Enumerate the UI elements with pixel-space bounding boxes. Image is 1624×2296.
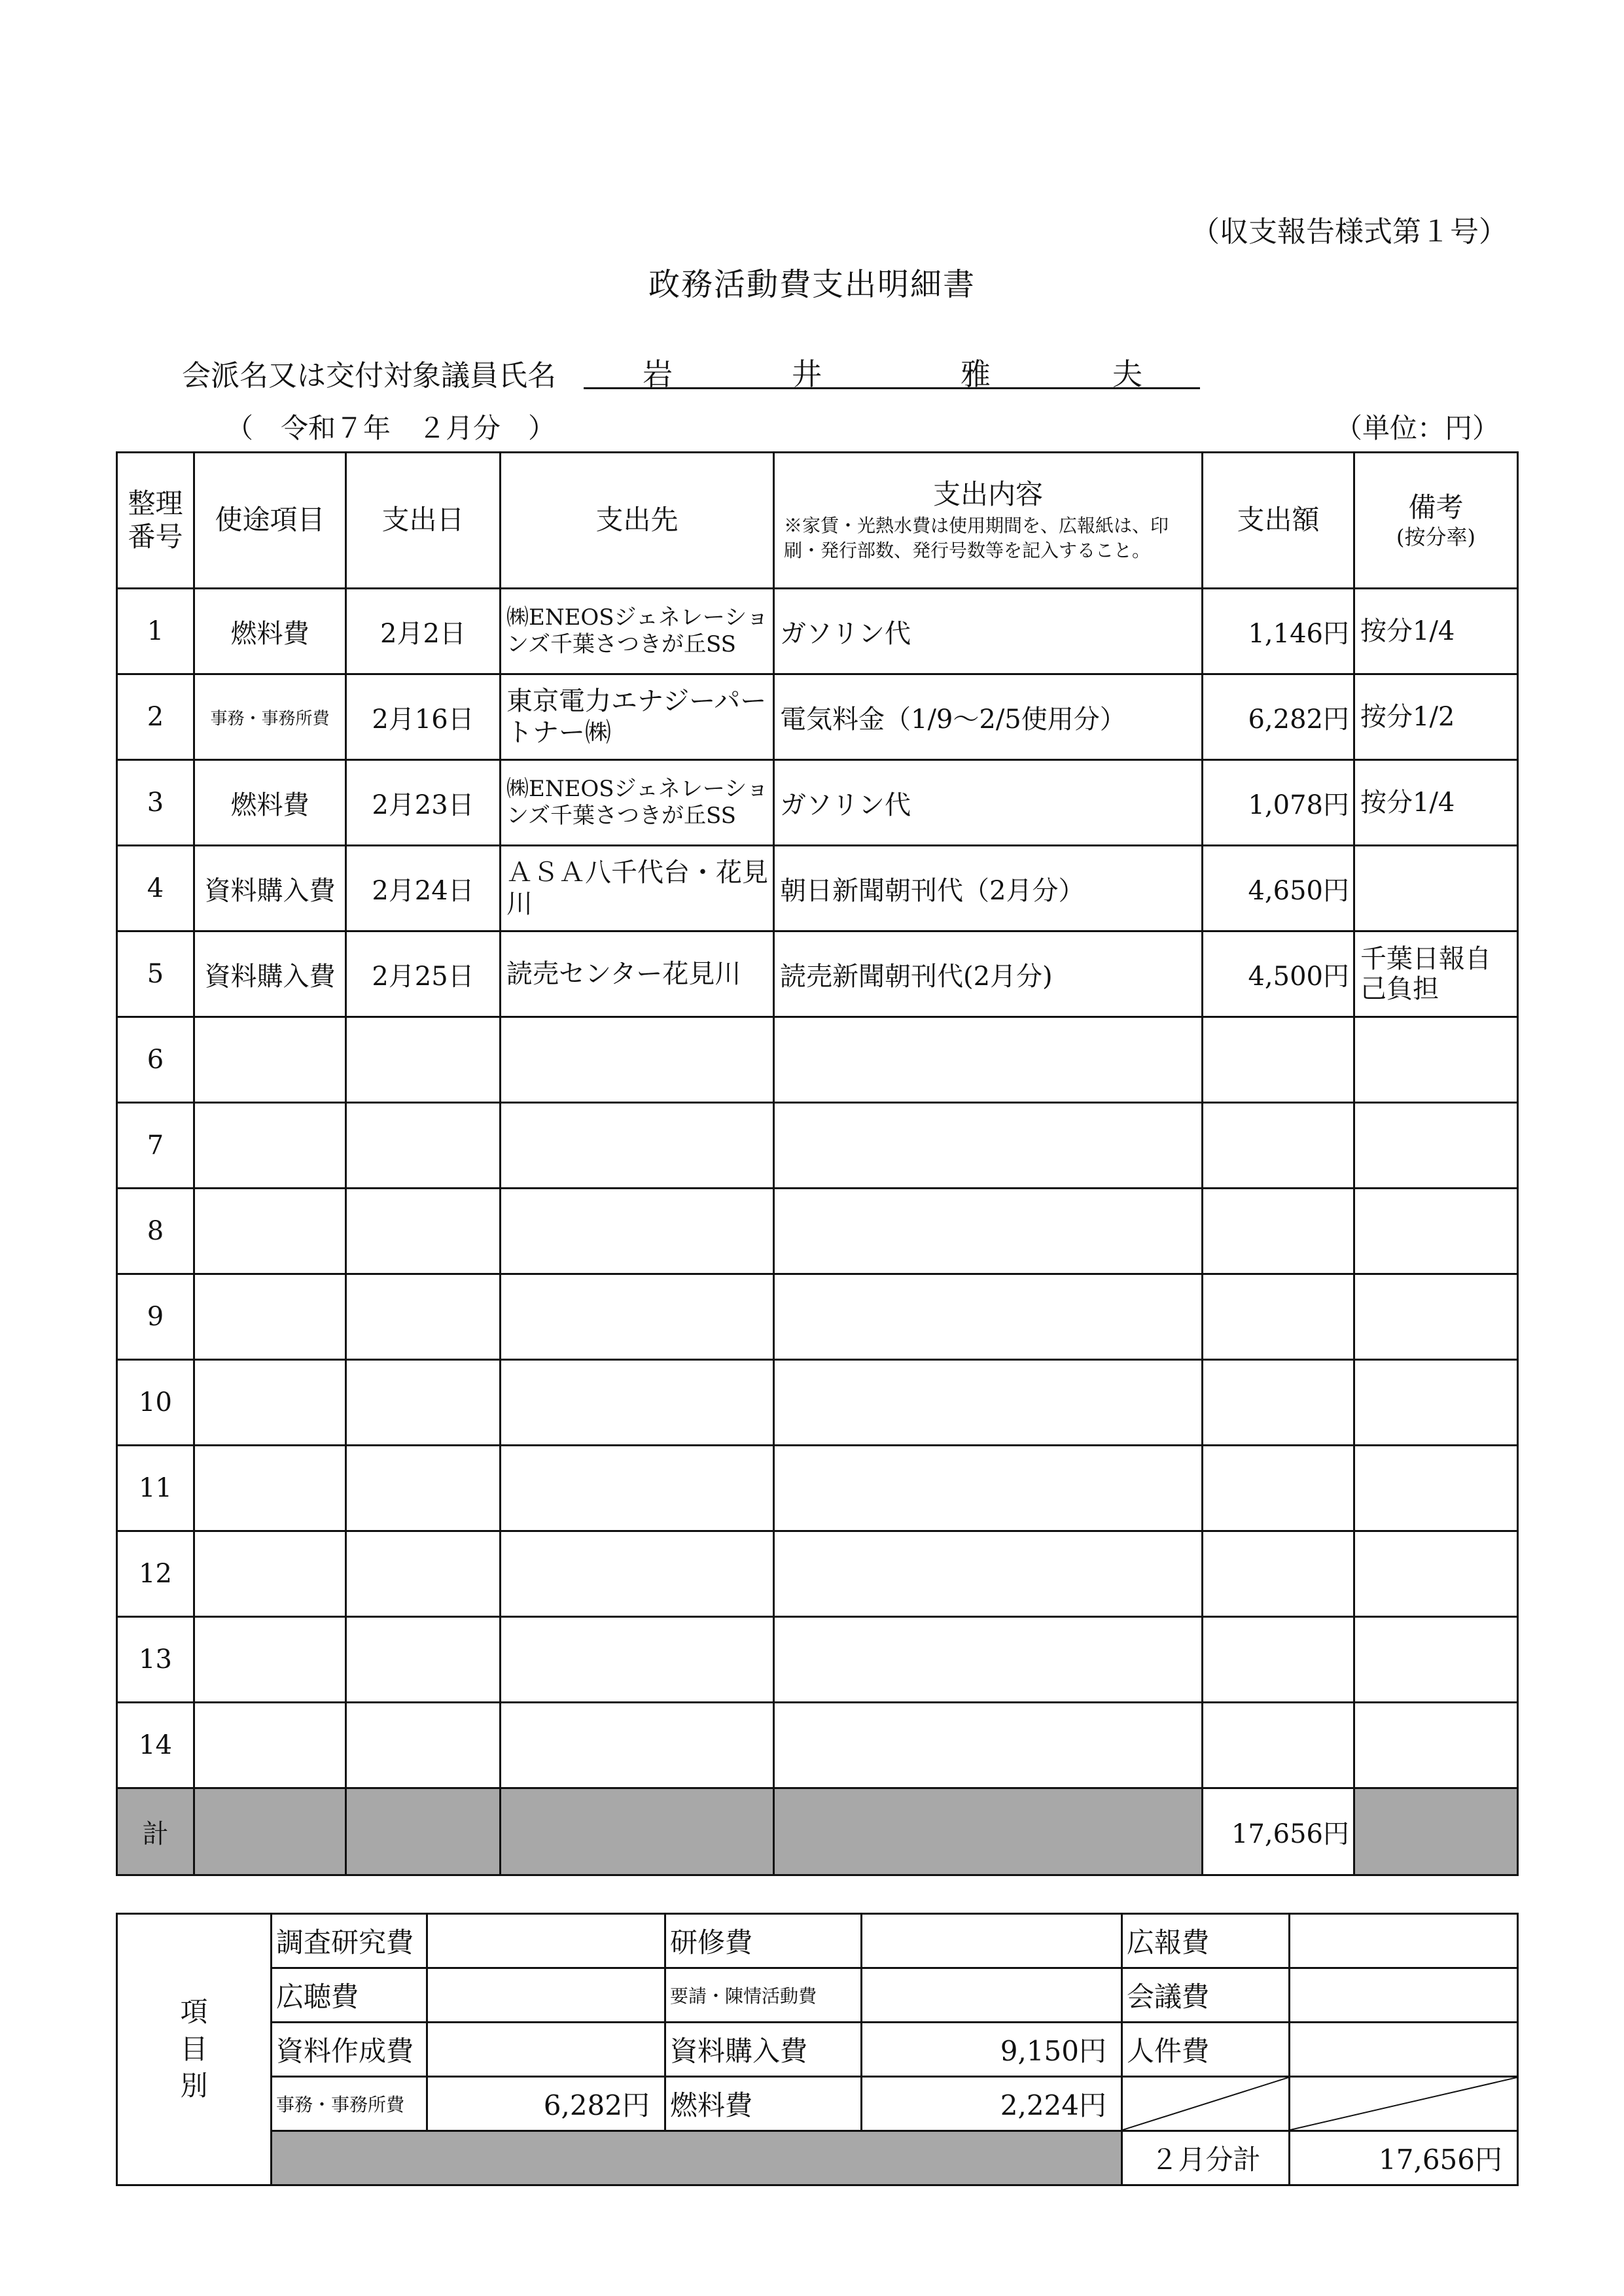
row-payee: ㈱ENEOSジェネレーションズ千葉さつきが丘SS xyxy=(501,760,774,846)
summary-total-row xyxy=(117,2131,1518,2185)
row-content xyxy=(774,1103,1203,1189)
row-amount xyxy=(1203,1446,1354,1531)
row-payee: 読売センター花見川 xyxy=(501,931,774,1017)
row-no: 10 xyxy=(117,1360,194,1446)
summary-row xyxy=(117,2023,1518,2077)
total-amount: 17,656円 xyxy=(1203,1788,1354,1875)
header-content-label: 支出内容 xyxy=(932,478,1043,510)
summary-row xyxy=(117,1968,1518,2023)
row-date xyxy=(346,1446,501,1531)
summary-material-buy-amount: 9,150円 xyxy=(862,2023,1122,2077)
summary-month-total-label: ２月分計 xyxy=(1122,2131,1290,2185)
total-empty-cell xyxy=(194,1788,346,1875)
row-payee xyxy=(501,1017,774,1103)
table-row xyxy=(117,760,1518,846)
summary-material-buy-label: 資料購入費 xyxy=(665,2023,862,2077)
row-content: ガソリン代 xyxy=(774,760,1203,846)
table-row xyxy=(117,1446,1518,1531)
row-use xyxy=(194,1274,346,1360)
row-use xyxy=(194,1703,346,1788)
row-remarks: 按分1/2 xyxy=(1354,674,1518,760)
total-empty-cell xyxy=(774,1788,1203,1875)
page-title: 政務活動費支出明細書 xyxy=(648,266,976,303)
row-amount xyxy=(1203,1189,1354,1274)
row-date xyxy=(346,1017,501,1103)
row-remarks xyxy=(1354,1360,1518,1446)
row-date xyxy=(346,1103,501,1189)
row-no: 4 xyxy=(117,846,194,931)
row-date: 2月16日 xyxy=(346,674,501,760)
table-row xyxy=(117,846,1518,931)
row-content xyxy=(774,1017,1203,1103)
row-no: 13 xyxy=(117,1617,194,1703)
row-no: 14 xyxy=(117,1703,194,1788)
row-remarks xyxy=(1354,1103,1518,1189)
row-use: 資料購入費 xyxy=(194,846,346,931)
row-date xyxy=(346,1274,501,1360)
table-row xyxy=(117,1703,1518,1788)
row-remarks: 按分1/4 xyxy=(1354,589,1518,674)
row-amount: 1,078円 xyxy=(1203,760,1354,846)
summary-row xyxy=(117,2077,1518,2131)
table-row xyxy=(117,1274,1518,1360)
row-date xyxy=(346,1703,501,1788)
row-remarks xyxy=(1354,1703,1518,1788)
total-row xyxy=(117,1788,1518,1875)
row-payee xyxy=(501,1531,774,1617)
row-use xyxy=(194,1446,346,1531)
row-amount xyxy=(1203,1103,1354,1189)
table-row xyxy=(117,1017,1518,1103)
table-row xyxy=(117,931,1518,1017)
row-payee xyxy=(501,1617,774,1703)
row-remarks xyxy=(1354,1017,1518,1103)
row-remarks xyxy=(1354,1274,1518,1360)
summary-research-label: 調査研究費 xyxy=(272,1914,427,1968)
table-row xyxy=(117,1531,1518,1617)
row-payee xyxy=(501,1103,774,1189)
row-content: ガソリン代 xyxy=(774,589,1203,674)
diagonal-slash xyxy=(1290,2078,1517,2130)
member-name-char: 雅 xyxy=(961,357,991,392)
table-row xyxy=(117,1189,1518,1274)
summary-personnel-label: 人件費 xyxy=(1122,2023,1290,2077)
table-row xyxy=(117,674,1518,760)
row-use xyxy=(194,1103,346,1189)
summary-material-make-label: 資料作成費 xyxy=(272,2023,427,2077)
row-use xyxy=(194,1531,346,1617)
row-remarks: 按分1/4 xyxy=(1354,760,1518,846)
row-no: 5 xyxy=(117,931,194,1017)
row-payee xyxy=(501,1703,774,1788)
summary-petition-label: 要請・陳情活動費 xyxy=(665,1968,862,2023)
row-payee xyxy=(501,1360,774,1446)
row-use: 事務・事務所費 xyxy=(194,674,346,760)
row-content: 電気料金（1/9～2/5使用分） xyxy=(774,674,1203,760)
row-use xyxy=(194,1189,346,1274)
row-date: 2月24日 xyxy=(346,846,501,931)
row-payee xyxy=(501,1446,774,1531)
category-summary-table xyxy=(116,1913,1519,2186)
row-amount xyxy=(1203,1017,1354,1103)
row-remarks xyxy=(1354,1189,1518,1274)
diagonal-slash xyxy=(1123,2078,1288,2130)
row-use: 資料購入費 xyxy=(194,931,346,1017)
unit-label: （単位：円） xyxy=(1335,412,1500,444)
row-amount: 6,282円 xyxy=(1203,674,1354,760)
header-date: 支出日 xyxy=(346,453,501,589)
summary-pr-amount xyxy=(1290,1914,1518,1968)
summary-month-total-amount: 17,656円 xyxy=(1290,2131,1518,2185)
summary-slashed-cell xyxy=(1122,2077,1290,2131)
total-empty-cell xyxy=(501,1788,774,1875)
row-use: 燃料費 xyxy=(194,589,346,674)
row-amount xyxy=(1203,1531,1354,1617)
summary-slashed-cell xyxy=(1290,2077,1518,2131)
row-date xyxy=(346,1189,501,1274)
row-content xyxy=(774,1446,1203,1531)
row-no: 11 xyxy=(117,1446,194,1531)
header-payee: 支出先 xyxy=(501,453,774,589)
total-empty-cell xyxy=(1354,1788,1518,1875)
row-content xyxy=(774,1274,1203,1360)
row-no: 7 xyxy=(117,1103,194,1189)
row-no: 8 xyxy=(117,1189,194,1274)
summary-hearing-label: 広聴費 xyxy=(272,1968,427,2023)
row-remarks xyxy=(1354,846,1518,931)
row-content xyxy=(774,1189,1203,1274)
summary-office-label: 事務・事務所費 xyxy=(272,2077,427,2131)
row-use: 燃料費 xyxy=(194,760,346,846)
header-content-note: ※家賃・光熱水費は使用期間を、広報紙は、印刷・発行部数、発行号数等を記入すること。 xyxy=(784,514,1169,561)
row-use xyxy=(194,1360,346,1446)
row-use xyxy=(194,1617,346,1703)
form-number: （収支報告様式第１号） xyxy=(1191,215,1508,249)
summary-training-label: 研修費 xyxy=(665,1914,862,1968)
row-no: 1 xyxy=(117,589,194,674)
row-date: 2月23日 xyxy=(346,760,501,846)
row-payee xyxy=(501,1274,774,1360)
table-row xyxy=(117,1103,1518,1189)
row-no: 9 xyxy=(117,1274,194,1360)
row-remarks xyxy=(1354,1531,1518,1617)
header-content xyxy=(774,453,1203,589)
period: （ 令和７年 ２月分 ） xyxy=(226,412,556,444)
row-content: 朝日新聞朝刊代（2月分） xyxy=(774,846,1203,931)
row-remarks xyxy=(1354,1446,1518,1531)
row-date xyxy=(346,1531,501,1617)
member-label: 会派名又は交付対象議員氏名 xyxy=(182,359,556,392)
row-amount xyxy=(1203,1617,1354,1703)
summary-research-amount xyxy=(427,1914,665,1968)
row-content: 読売新聞朝刊代(2月分) xyxy=(774,931,1203,1017)
row-amount: 4,500円 xyxy=(1203,931,1354,1017)
row-amount xyxy=(1203,1703,1354,1788)
header-amount: 支出額 xyxy=(1203,453,1354,589)
summary-row xyxy=(117,1914,1518,1968)
row-date xyxy=(346,1617,501,1703)
row-remarks xyxy=(1354,1617,1518,1703)
total-empty-cell xyxy=(346,1788,501,1875)
row-payee: ＡＳＡ八千代台・花見川 xyxy=(501,846,774,931)
summary-meeting-label: 会議費 xyxy=(1122,1968,1290,2023)
row-no: 3 xyxy=(117,760,194,846)
summary-fuel-label: 燃料費 xyxy=(665,2077,862,2131)
row-payee: 東京電力エナジーパートナー㈱ xyxy=(501,674,774,760)
header-remarks-label: 備考 xyxy=(1408,491,1464,524)
summary-meeting-amount xyxy=(1290,1968,1518,2023)
row-no: 2 xyxy=(117,674,194,760)
summary-personnel-amount xyxy=(1290,2023,1518,2077)
row-date: 2月2日 xyxy=(346,589,501,674)
header-use: 使途項目 xyxy=(194,453,346,589)
row-amount xyxy=(1203,1274,1354,1360)
header-remarks xyxy=(1354,453,1518,589)
row-use xyxy=(194,1017,346,1103)
member-name-char: 夫 xyxy=(1112,357,1142,392)
row-date: 2月25日 xyxy=(346,931,501,1017)
row-date xyxy=(346,1360,501,1446)
row-amount: 4,650円 xyxy=(1203,846,1354,931)
table-row xyxy=(117,1617,1518,1703)
summary-training-amount xyxy=(862,1914,1122,1968)
row-amount xyxy=(1203,1360,1354,1446)
summary-petition-amount xyxy=(862,1968,1122,2023)
row-payee: ㈱ENEOSジェネレーションズ千葉さつきが丘SS xyxy=(501,589,774,674)
summary-material-make-amount xyxy=(427,2023,665,2077)
total-label: 計 xyxy=(117,1788,194,1875)
member-name-underline xyxy=(584,387,1200,389)
summary-pr-label: 広報費 xyxy=(1122,1914,1290,1968)
row-content xyxy=(774,1360,1203,1446)
table-row xyxy=(117,589,1518,674)
row-content xyxy=(774,1617,1203,1703)
row-no: 12 xyxy=(117,1531,194,1617)
row-no: 6 xyxy=(117,1017,194,1103)
summary-hearing-amount xyxy=(427,1968,665,2023)
member-name-char: 井 xyxy=(792,357,822,392)
header-remarks-sub: (按分率) xyxy=(1396,524,1475,549)
row-content xyxy=(774,1531,1203,1617)
summary-shaded-cell xyxy=(272,2131,1122,2185)
expense-table xyxy=(116,451,1519,1876)
header-no: 整理番号 xyxy=(117,453,194,589)
row-payee xyxy=(501,1189,774,1274)
table-row xyxy=(117,1360,1518,1446)
summary-fuel-amount: 2,224円 xyxy=(862,2077,1122,2131)
row-content xyxy=(774,1703,1203,1788)
member-name-char: 岩 xyxy=(643,357,673,392)
summary-side-label: 項目別 xyxy=(117,1914,272,2185)
summary-office-amount: 6,282円 xyxy=(427,2077,665,2131)
row-amount: 1,146円 xyxy=(1203,589,1354,674)
row-remarks: 千葉日報自己負担 xyxy=(1354,931,1518,1017)
table-header-row xyxy=(117,453,1518,589)
